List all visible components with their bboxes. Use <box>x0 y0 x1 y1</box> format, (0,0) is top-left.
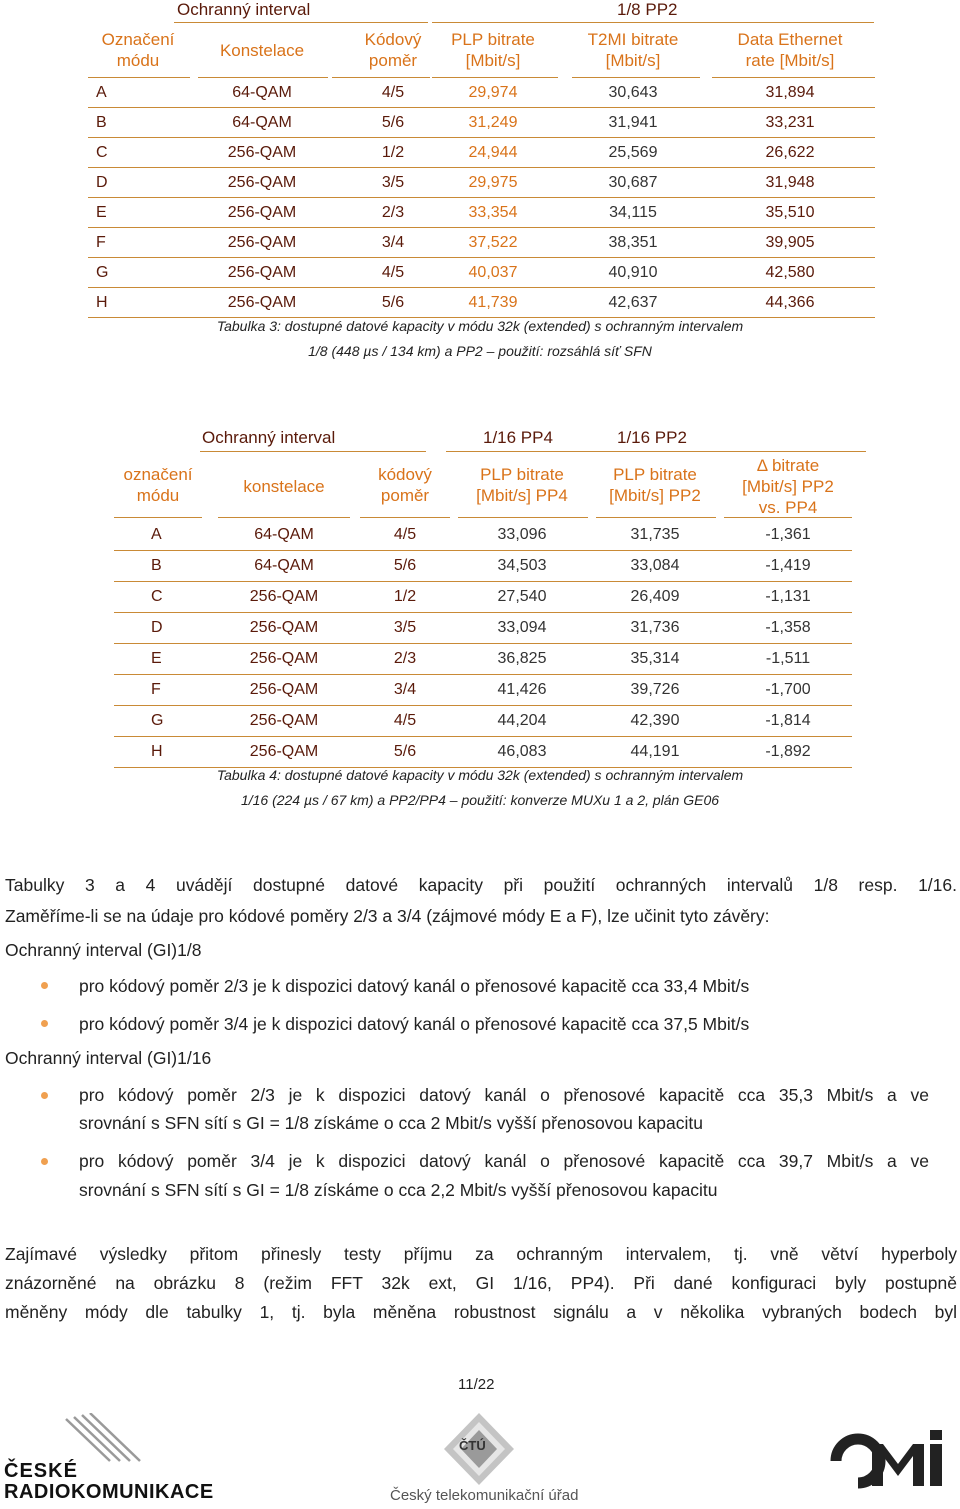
bullet-item-3-line-2: srovnání s SFN sítí s GI = 1/8 získáme o cca 2 Mbit/s vyšší přenosovou kapacitu <box>79 1113 703 1133</box>
bullet-item-4-line-1: pro kódový poměr 3/4 je k dispozici datový kanál o přenosové kapacitě cca 39,7 Mbit/s a ve <box>79 1151 929 1171</box>
table-cell: 256-QAM <box>249 743 319 760</box>
bullet-icon <box>41 1092 48 1099</box>
table-cell: 256-QAM <box>249 588 319 605</box>
group-header-pp2: 1/16 PP2 <box>617 428 687 447</box>
table-cell: 31,941 <box>608 114 658 131</box>
table-cell: 1/2 <box>381 144 405 161</box>
table-cell: 30,643 <box>608 84 658 101</box>
table-cell: 39,726 <box>630 681 680 698</box>
table-cell: -1,814 <box>765 712 811 729</box>
paragraph-1-line-1: Tabulky 3 a 4 uvádějí dostupné datové kapacity při použití ochranných intervalů 1/8 resp. 1/16. <box>5 875 957 895</box>
ctu-name: Český telekomunikační úřad <box>390 1487 579 1504</box>
bullet-icon <box>41 1158 48 1165</box>
table-4-column-header: kódový poměr <box>378 465 432 505</box>
table-cell: C <box>96 144 108 161</box>
table-cell: E <box>96 204 107 221</box>
table-cell: 24,944 <box>468 144 518 161</box>
table-cell: G <box>96 264 109 281</box>
table-3-column-header: Kódový poměr <box>364 30 422 70</box>
table-cell: 35,314 <box>630 650 680 667</box>
table-cell: 31,894 <box>765 84 815 101</box>
table-cell: D <box>96 174 108 191</box>
table-cell: 30,687 <box>608 174 658 191</box>
table-cell: -1,361 <box>765 526 811 543</box>
table-3-column-header: Označení módu <box>101 30 175 70</box>
table-cell: 4/5 <box>393 526 417 543</box>
table-cell: 256-QAM <box>227 144 297 161</box>
table-cell: C <box>151 588 163 605</box>
table-4-caption-line2: 1/16 (224 µs / 67 km) a PP2/PP4 – použití: konverze MUXu 1 a 2, plán GE06 <box>240 792 720 808</box>
table-4-column-header: PLP bitrate [Mbit/s] PP4 <box>476 465 568 505</box>
table-3-caption-line2: 1/8 (448 µs / 134 km) a PP2 – použití: rozsáhlá síť SFN <box>308 343 652 359</box>
table-cell: 29,975 <box>468 174 518 191</box>
table-cell: 3/4 <box>381 234 405 251</box>
table-cell: 44,204 <box>497 712 547 729</box>
table-cell: 29,974 <box>468 84 518 101</box>
paragraph-2-line-3: měněny módy dle tabulky 1, tj. byla měněna robustnost signálu a v několika vybraných bodech byl <box>5 1302 957 1322</box>
table-cell: 256-QAM <box>227 294 297 311</box>
table-cell: 3/5 <box>393 619 417 636</box>
table-cell: 39,905 <box>765 234 815 251</box>
table-3-column-header: PLP bitrate [Mbit/s] <box>451 30 535 70</box>
table-cell: 33,354 <box>468 204 518 221</box>
ctu-badge-text: ČTÚ <box>459 1438 486 1453</box>
bullet-item-1: pro kódový poměr 2/3 je k dispozici datový kanál o přenosové kapacitě cca 33,4 Mbit/s <box>79 976 750 996</box>
table-cell: 35,510 <box>765 204 815 221</box>
bullet-item-2: pro kódový poměr 3/4 je k dispozici datový kanál o přenosové kapacitě cca 37,5 Mbit/s <box>79 1014 750 1034</box>
table-4-column-header: PLP bitrate [Mbit/s] PP2 <box>609 465 701 505</box>
table-4-column-header: Δ bitrate [Mbit/s] PP2 vs. PP4 <box>742 456 834 517</box>
logo-left-line1: ČESKÉ <box>4 1460 78 1482</box>
table-cell: 31,948 <box>765 174 815 191</box>
table-cell: 41,739 <box>468 294 518 311</box>
table-cell: A <box>96 84 107 101</box>
table-cell: H <box>96 294 108 311</box>
table-cell: 26,409 <box>630 588 680 605</box>
table-cell: 3/4 <box>393 681 417 698</box>
table-cell: 256-QAM <box>249 619 319 636</box>
table-cell: 2/3 <box>393 650 417 667</box>
table-cell: 64-QAM <box>254 526 314 543</box>
table-cell: 5/6 <box>381 114 405 131</box>
bullet-icon <box>41 1020 48 1027</box>
table-cell: 256-QAM <box>249 712 319 729</box>
table-cell: -1,419 <box>765 557 811 574</box>
bullet-item-3-line-1: pro kódový poměr 2/3 je k dispozici datový kanál o přenosové kapacitě cca 35,3 Mbit/s a ve <box>79 1085 929 1105</box>
heading-gi-1-8: Ochranný interval (GI)1/8 <box>5 940 202 960</box>
page-number: 11/22 <box>458 1376 495 1393</box>
table-cell: 256-QAM <box>249 681 319 698</box>
table-3-column-header: Konstelace <box>219 41 305 60</box>
table-cell: 34,115 <box>609 204 657 221</box>
table-cell: 31,735 <box>630 526 680 543</box>
table-cell: 36,825 <box>497 650 547 667</box>
table-cell: 38,351 <box>608 234 658 251</box>
table-cell: F <box>96 234 106 251</box>
group-header-guard-interval-2: Ochranný interval <box>202 428 336 447</box>
table-cell: -1,511 <box>765 650 811 667</box>
table-cell: 4/5 <box>381 84 405 101</box>
table-cell: 64-QAM <box>232 84 292 101</box>
table-cell: 42,580 <box>765 264 815 281</box>
table-cell: 33,094 <box>497 619 547 636</box>
table-cell: 44,366 <box>765 294 815 311</box>
table-cell: 25,569 <box>608 144 658 161</box>
table-cell: -1,700 <box>765 681 811 698</box>
table-cell: 46,083 <box>497 743 547 760</box>
table-cell: 33,084 <box>630 557 680 574</box>
table-3-caption-line1: Tabulka 3: dostupné datové kapacity v módu 32k (extended) s ochranným intervalem <box>216 318 744 334</box>
bullet-item-4-line-2: srovnání s SFN sítí s GI = 1/8 získáme o cca 2,2 Mbit/s vyšší přenosovou kapacitu <box>79 1180 718 1200</box>
table-cell: 64-QAM <box>232 114 292 131</box>
cmi-logo-text: CMI <box>868 1492 870 1493</box>
table-cell: 27,540 <box>497 588 547 605</box>
table-cell: 40,910 <box>608 264 658 281</box>
table-cell: -1,358 <box>765 619 811 636</box>
table-cell: B <box>151 557 162 574</box>
paragraph-2-line-1: Zajímavé výsledky přitom přinesly testy příjmu za ochranným intervalem, tj. vně větví hyperboly <box>5 1244 957 1264</box>
table-cell: 5/6 <box>393 557 417 574</box>
table-cell: 31,736 <box>630 619 680 636</box>
paragraph-2-line-2: znázorněné na obrázku 8 (režim FFT 32k ext, GI 1/16, PP4). Při dané konfiguraci byly postupně <box>5 1273 957 1293</box>
table-cell: F <box>151 681 161 698</box>
table-cell: G <box>151 712 164 729</box>
table-cell: -1,892 <box>765 743 811 760</box>
table-cell: 41,426 <box>497 681 547 698</box>
table-cell: 1/2 <box>393 588 417 605</box>
table-cell: 34,503 <box>497 557 547 574</box>
group-header-pp: 1/8 PP2 <box>617 0 678 19</box>
table-cell: 256-QAM <box>227 264 297 281</box>
table-cell: 37,522 <box>468 234 518 251</box>
table-cell: 33,096 <box>497 526 547 543</box>
logo-left-line2: RADIOKOMUNIKACE <box>4 1481 214 1503</box>
table-cell: 64-QAM <box>254 557 314 574</box>
table-cell: 256-QAM <box>227 174 297 191</box>
radiokomunikace-emblem-icon <box>62 1413 144 1463</box>
table-cell: 31,249 <box>468 114 518 131</box>
table-cell: D <box>151 619 163 636</box>
table-cell: 42,637 <box>608 294 658 311</box>
table-cell: 33,231 <box>765 114 815 131</box>
paragraph-1-line-2: Zaměříme-li se na údaje pro kódové poměry 2/3 a 3/4 (zájmové módy E a F), lze učinit tyto závěry: <box>5 906 770 926</box>
group-header-pp4: 1/16 PP4 <box>483 428 553 447</box>
table-cell: 256-QAM <box>227 204 297 221</box>
table-cell: 3/5 <box>381 174 405 191</box>
table-cell: 44,191 <box>630 743 680 760</box>
table-cell: 42,390 <box>630 712 680 729</box>
table-cell: 5/6 <box>381 294 405 311</box>
table-cell: 26,622 <box>765 144 815 161</box>
table-cell: B <box>96 114 107 131</box>
heading-gi-1-16: Ochranný interval (GI)1/16 <box>5 1048 212 1068</box>
group-header-guard-interval: Ochranný interval <box>177 0 311 19</box>
bullet-icon <box>41 982 48 989</box>
table-4-column-header: označení módu <box>123 465 193 505</box>
table-cell: 40,037 <box>468 264 518 281</box>
table-cell: 2/3 <box>381 204 405 221</box>
table-3-column-header: T2MI bitrate [Mbit/s] <box>587 30 679 70</box>
table-cell: 4/5 <box>393 712 417 729</box>
table-3-column-header: Data Ethernet rate [Mbit/s] <box>737 30 843 70</box>
table-cell: 5/6 <box>393 743 417 760</box>
table-cell: -1,131 <box>765 588 811 605</box>
table-cell: 4/5 <box>381 264 405 281</box>
table-cell: 256-QAM <box>227 234 297 251</box>
table-cell: E <box>151 650 162 667</box>
table-4-column-header: konstelace <box>243 477 325 496</box>
table-4-caption-line1: Tabulka 4: dostupné datové kapacity v módu 32k (extended) s ochranným intervalem <box>216 767 744 783</box>
cmi-emblem-icon <box>826 1430 948 1492</box>
table-cell: H <box>151 743 163 760</box>
table-cell: A <box>151 526 162 543</box>
table-cell: 256-QAM <box>249 650 319 667</box>
